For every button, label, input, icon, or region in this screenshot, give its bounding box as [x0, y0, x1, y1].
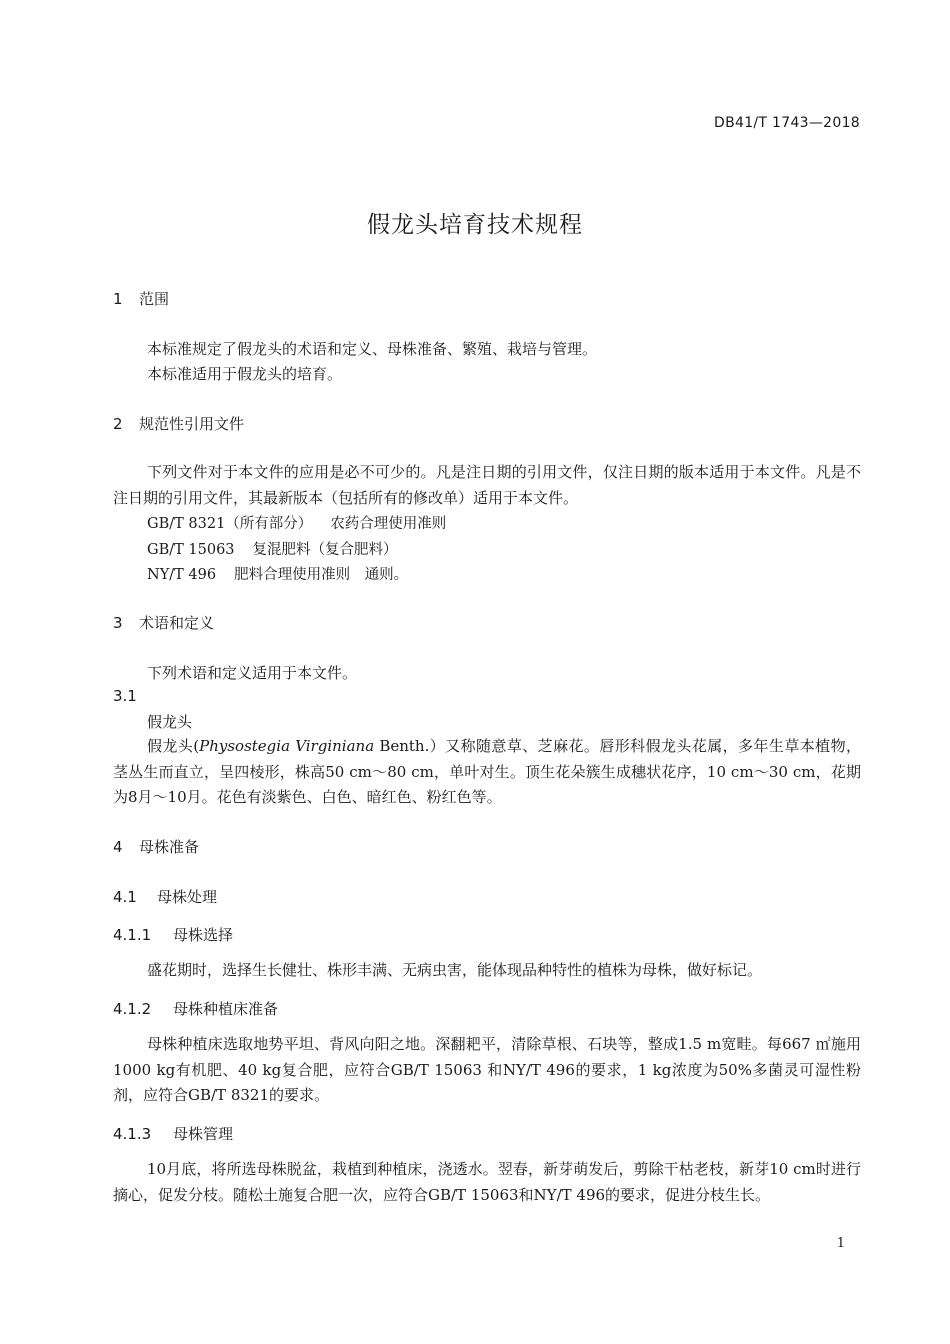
- section-number: 4.1.2: [113, 1000, 152, 1018]
- section-2-heading: [113, 413, 244, 434]
- section-title: 母株处理: [157, 888, 218, 906]
- subsection-4-1-3-heading: [113, 1123, 233, 1144]
- term-definition: [113, 734, 861, 811]
- document-code: DB41/T 1743—2018: [714, 115, 860, 131]
- section-number: 4.1.3: [113, 1125, 152, 1143]
- section-number: 2: [113, 415, 123, 433]
- section-number: 4: [113, 838, 123, 856]
- reference-code: GB/T 8321（所有部分）: [147, 516, 313, 532]
- reference-item: [147, 563, 408, 584]
- reference-code: GB/T 15063: [147, 542, 235, 558]
- reference-item: [147, 538, 398, 559]
- section-title: 范围: [139, 290, 170, 308]
- section-title: 母株准备: [139, 838, 200, 856]
- subsection-4-1-2-heading: [113, 998, 278, 1019]
- section-number: 3: [113, 614, 123, 632]
- terms-intro: 下列术语和定义适用于本文件。: [147, 664, 358, 682]
- scope-paragraph-1: 本标准规定了假龙头的术语和定义、母株准备、繁殖、栽培与管理。: [147, 340, 598, 358]
- latin-name: Physostegia Virginiana: [199, 737, 375, 755]
- section-title: 母株管理: [173, 1125, 234, 1143]
- subsection-4-1-heading: [113, 886, 217, 907]
- reference-name: 肥料合理使用准则 通则。: [234, 567, 409, 583]
- section-1-heading: [113, 288, 169, 309]
- reference-item: [147, 512, 446, 533]
- section-number: 4.1: [113, 888, 137, 906]
- term-name: 假龙头: [147, 713, 193, 731]
- section-title: 术语和定义: [139, 614, 215, 632]
- page-number: 1: [836, 1236, 845, 1251]
- section-number: 4.1.1: [113, 926, 152, 944]
- section-3-heading: [113, 612, 214, 633]
- references-intro: 下列文件对于本文件的应用是必不可少的。凡是注日期的引用文件，仅注日期的版本适用于本文件。凡是不注日期的引用文件，其最新版本（包括所有的修改单）适用于本文件。: [113, 463, 861, 507]
- definition-text: 假龙头(: [147, 737, 200, 755]
- mother-plant-management-text: 10月底，将所选母株脱盆，栽植到种植床，浇透水。翌春，新芽萌发后，剪除干枯老枝，新芽10 cm时进行摘心，促发分枝。随松土施复合肥一次，应符合GB/T 15063和NY/T 496的要求，促进分枝生长。: [113, 1160, 861, 1204]
- section-4-heading: [113, 836, 199, 857]
- section-title: 母株选择: [173, 926, 234, 944]
- scope-paragraph-2: 本标准适用于假龙头的培育。: [147, 365, 343, 383]
- reference-name: 复混肥料（复合肥料）: [252, 542, 398, 558]
- mother-plant-selection-text: 盛花期时，选择生长健壮、株形丰满、无病虫害，能体现品种特性的植株为母株，做好标记。: [147, 961, 763, 979]
- section-number: 1: [113, 290, 123, 308]
- page-title: 假龙头培育技术规程: [367, 212, 583, 238]
- section-title: 规范性引用文件: [139, 415, 245, 433]
- planting-bed-text: 母株种植床选取地势平坦、背风向阳之地。深翻耙平，清除草根、石块等，整成1.5 m宽畦。每667 ㎡施用1000 kg有机肥、40 kg复合肥，应符合GB/T 15063 和NY/T 496的要求，1 kg浓度为50%多菌灵可湿性粉剂，应符合GB/T 8321的要求。: [113, 1035, 861, 1104]
- reference-code: NY/T 496: [147, 567, 217, 583]
- subsection-4-1-1-heading: [113, 924, 233, 945]
- reference-name: 农药合理使用准则: [330, 516, 447, 532]
- term-number: 3.1: [113, 687, 137, 705]
- definition-text: Benth.）又称随意草、芝麻花。唇形科假龙头花属，多年生草本植物，茎丛生而直立，呈四棱形，株高50 cm～80 cm，单叶对生。顶生花朵簇生成穗状花序，10 cm～30 cm，花期为8月～10月。花色有淡紫色、白色、暗红色、粉红色等。: [113, 737, 861, 806]
- section-title: 母株种植床准备: [173, 1000, 279, 1018]
